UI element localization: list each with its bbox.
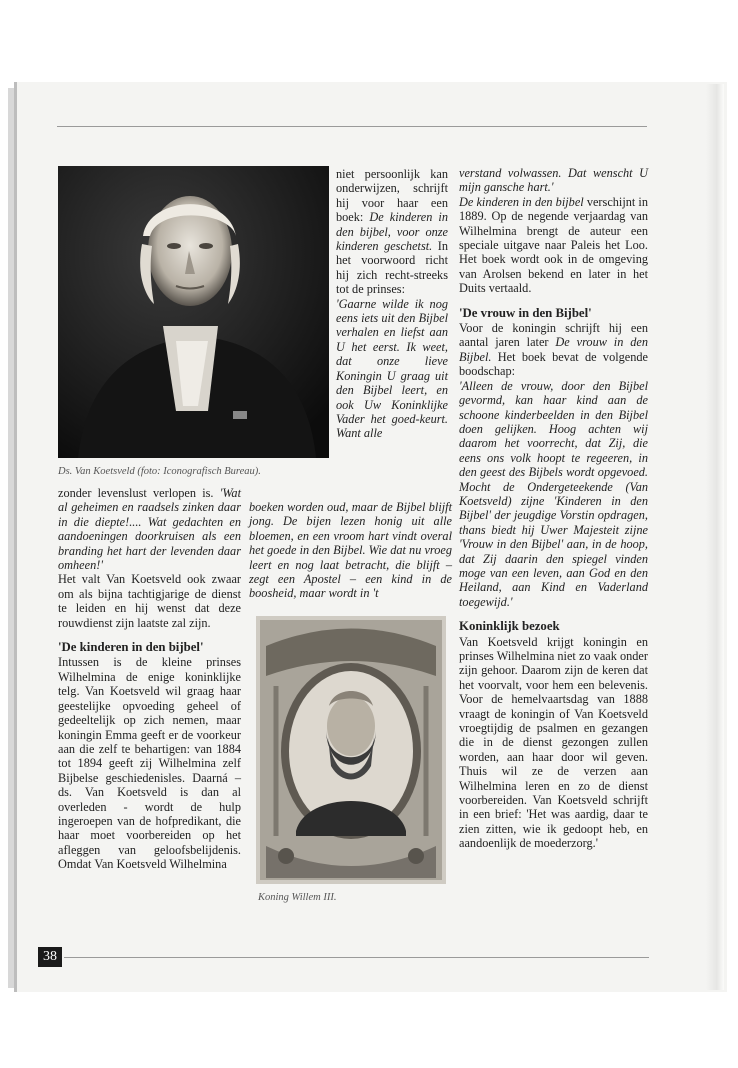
- paragraph: zonder levenslust verlopen is. 'Wat al geheimen en raadsels zinken daar in die diepte!.... Wat gedachten en aandoeningen doorkruisen als een branding het hart der levenden daar omheen!': [58, 486, 241, 573]
- bottom-rule: [64, 957, 649, 958]
- section-heading: Koninklijk bezoek: [459, 619, 560, 634]
- quote-paragraph: 'Gaarne wilde ik nog eens iets uit den Bijbel verhalen en liefst aan U het eerst. Ik weet, dat onze lieve Koningin U graag uit den Bijbel leert, en ook Uw Koninklijke Vader het goed-keurt. Want alle: [336, 296, 448, 441]
- paragraph: De kinderen in den bijbel verschijnt in 1889. Op de negende verjaardag van Wilhelmina brengt de auteur een speciale uitgave naar Paleis het Loo. Het boek wordt ook in de omgeving van Arolsen bekend en later in het Duits vertaald.: [459, 194, 649, 296]
- portrait-caption: Ds. Van Koetsveld (foto: Iconografisch Bureau).: [58, 466, 261, 477]
- section-heading: 'De kinderen in den bijbel': [58, 640, 204, 655]
- text-beside-photo: [336, 167, 448, 441]
- engraving-image: [256, 616, 446, 884]
- paragraph: Van Koetsveld krijgt koningin en prinses Wilhelmina niet zo vaak onder zijn gehoor. Daarom zijn de keren dat het voorvalt, voor hem een belevenis. Voor de hemelvaartsdag van 1888 vraagt de koningin of Van Koetsveld vroegtijdig de psalmen en gezangen die in de dienst gezongen zullen worden, aan haar door wil geven. Thuis wil ze de verzen aan Wilhelmina leren en zo de dienst voorbereiden. Van Koetsveld schrijft in een brief: 'Het was aardig, daar te zien zitten, wie ik gedoopt heb, en aandoenlijk de moederzorg.': [459, 634, 648, 851]
- engraving-caption: Koning Willem III.: [258, 892, 337, 903]
- left-column-text: [58, 486, 241, 872]
- right-column-text: [459, 166, 648, 851]
- paragraph: niet persoonlijk kan onderwijzen, schrijft hij voor haar een boek: De kinderen in den bijbel, voor onze kinderen geschetst. In het voorwoord richt hij zich recht-streeks tot de prinses:: [336, 167, 449, 297]
- top-rule: [57, 126, 647, 127]
- paragraph: Het valt Van Koetsveld ook zwaar om als bijna tachtigjarige de dienst te leiden en hij wenst dat deze rouwdienst zijn laatste zal zijn.: [58, 572, 241, 630]
- middle-column-text: [249, 500, 452, 601]
- page-number: 38: [38, 947, 62, 967]
- page-fold-edge: [706, 84, 724, 990]
- quote-paragraph: boeken worden oud, maar de Bijbel blijft jong. De bijen lezen honig uit alle bloemen, en een vroom hart vindt overal het goede in den Bijbel. Wie dat nu vroeg leert en nog laat betracht, die blijft – zegt een Apostel – een kind in de boosheid, maar wordt in 't: [249, 500, 452, 601]
- paragraph: Voor de koningin schrijft hij een aantal jaren later De vrouw in den Bijbel. Het boek bevat de volgende boodschap:: [459, 321, 649, 379]
- portrait-photo: [58, 166, 329, 458]
- quote-paragraph: verstand volwassen. Dat wenscht U mijn gansche hart.': [459, 166, 648, 195]
- section-heading: 'De vrouw in den Bijbel': [459, 305, 592, 320]
- paragraph: Intussen is de kleine prinses Wilhelmina de enige koninklijke telg. Van Koetsveld wil graag haar geestelijke opvoeding geheel of gedeeltelijk op zich nemen, maar koningin Emma geeft er de voorkeur aan die zelf te behartigen: van 1884 tot 1894 geeft zij Wilhelmina zelf Bijbelse geschiedenisles. Daarná – ds. Van Koetsveld is dan al overleden - wordt de hulp ingeroepen van de hofpredikant, die haar moet voorbereiden op het afleggen van geloofsbelijdenis. Omdat Van Koetsveld Wilhelmina: [58, 655, 241, 872]
- quote-paragraph: 'Alleen de vrouw, door den Bijbel gevormd, kan haar kind aan de schoone kinderbeelden in den Bijbel doen gelijken. Hoog achten wij daarom het voorrecht, dat Zij, die eens ons volk hoopt te regeeren, in den geest des Bijbels wordt opgevoed. Mocht de Ondergeteekende (Van Koetsveld) zijne 'Kinderen in den Bijbel' der jeugdige Vorstin opdragen, thans biedt hij Uwer Majesteit zijne 'Vrouw in den Bijbel' aan, in de hoop, dat Zij daarin den spiegel vinden moge van een leven, aan God en den Heiland, aan Kind en Vaderland toegewijd.': [459, 378, 648, 609]
